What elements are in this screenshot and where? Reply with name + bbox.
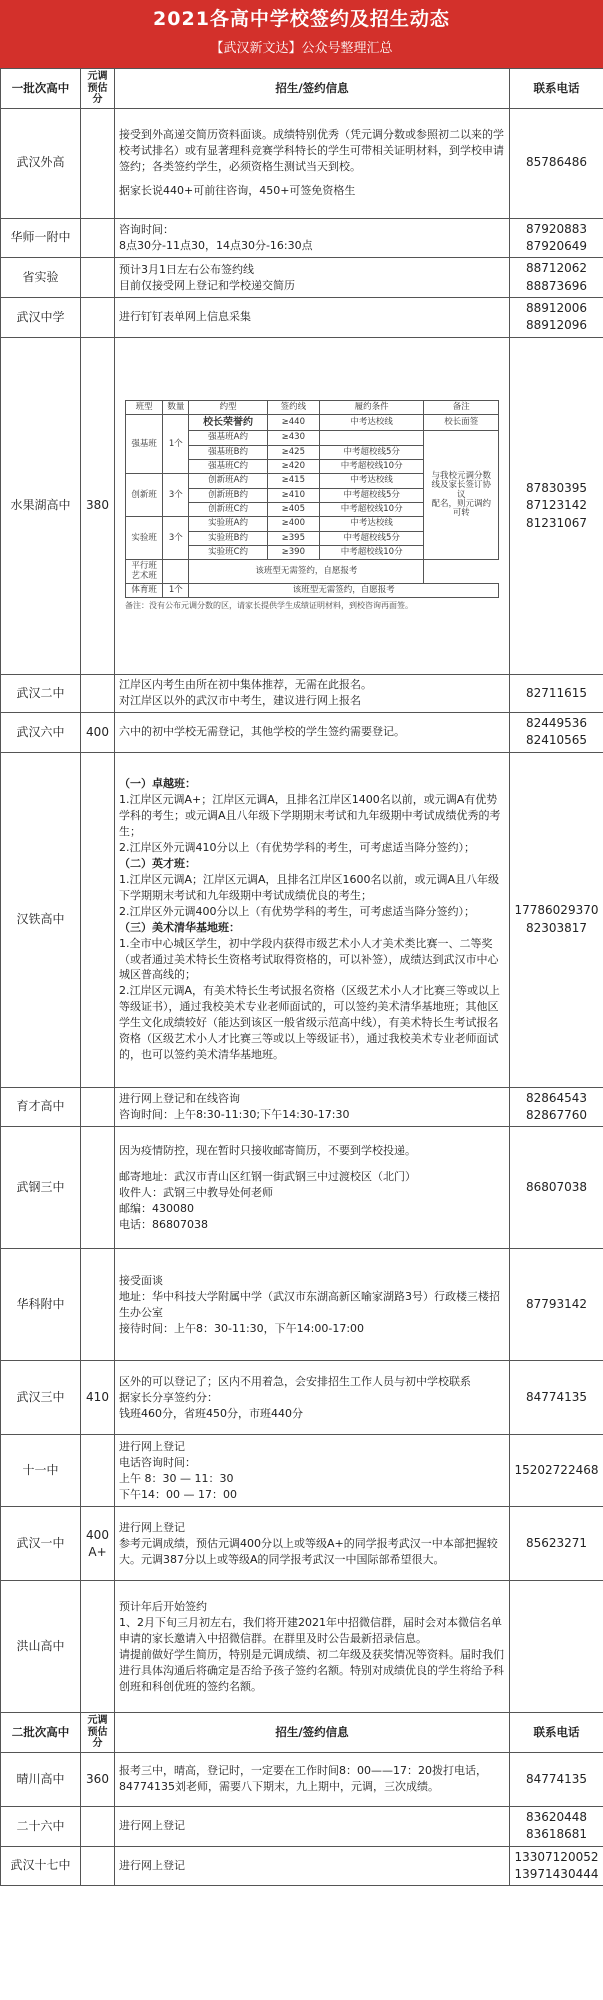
remark: 校长面签 xyxy=(424,415,499,431)
table-row xyxy=(1,218,603,258)
contract-type: 强基班B约 xyxy=(189,445,267,459)
fulfil-condition: 中考达校线 xyxy=(319,415,423,431)
contract-type: 强基班A约 xyxy=(189,431,267,445)
info-line: 接待时间：上午8：30-11:30，下午14:00-17:00 xyxy=(119,1321,365,1335)
info-line: 钱班460分，省班450分，市班440分 xyxy=(119,1406,303,1420)
info-line: 电话：86807038 xyxy=(119,1217,208,1231)
info-line: 预计3月1日左右公布签约线 xyxy=(119,262,254,276)
info-line: 进行钉钉表单网上信息采集 xyxy=(119,310,251,324)
table-row xyxy=(1,1127,603,1249)
table-row xyxy=(1,1752,603,1806)
info-line: 据家长分享签约分： xyxy=(119,1390,218,1404)
phone-cell xyxy=(510,674,603,712)
sign-line: ≥430 xyxy=(267,431,319,445)
table-row xyxy=(1,258,603,298)
col-phone: 联系电话 xyxy=(510,69,603,109)
phone-number[interactable]: 83618681 xyxy=(525,1827,588,1842)
class-count: 3个 xyxy=(163,474,189,517)
header-banner xyxy=(0,0,603,68)
info-line: 进行网上登记和在线咨询 xyxy=(119,1092,240,1106)
school-name: 武汉二中 xyxy=(1,674,81,712)
signing-header: 数量 xyxy=(163,400,189,414)
class-count: 1个 xyxy=(163,415,189,474)
signing-header: 签约线 xyxy=(267,400,319,414)
info-line: 六中的初中学校无需登记，其他学校的学生签约需要登记。 xyxy=(119,725,405,739)
phone-cell xyxy=(510,1806,603,1846)
contract-type: 实验班B约 xyxy=(189,531,267,545)
phone-number[interactable]: 84774135 xyxy=(525,1390,588,1405)
table-row xyxy=(1,1806,603,1846)
contract-type: 校长荣誉约 xyxy=(189,415,267,431)
table-row xyxy=(1,1361,603,1435)
quota-score xyxy=(81,752,115,1087)
contract-type: 创新班A约 xyxy=(189,474,267,488)
class-heading: （二）英才班： xyxy=(119,856,196,870)
info-line: 预计年后开始签约 xyxy=(119,1600,207,1614)
quota-score xyxy=(81,108,115,218)
signing-row xyxy=(126,560,499,584)
phone-number[interactable]: 82449536 xyxy=(525,715,588,730)
table-row xyxy=(1,1581,603,1713)
col-info: 招生/签约信息 xyxy=(115,69,510,109)
sign-line: ≥405 xyxy=(267,502,319,516)
info-cell xyxy=(115,258,510,298)
class-type: 创新班 xyxy=(126,474,163,517)
sign-line: ≥400 xyxy=(267,517,319,531)
school-name: 武汉六中 xyxy=(1,712,81,752)
signing-header-row xyxy=(126,400,499,414)
quota-score xyxy=(81,258,115,298)
info-cell xyxy=(115,218,510,258)
info-line: 请提前做好学生简历，特别是元调成绩、初二年级及获奖情况等资料。届时我们进行具体沟通后将确定是否给予孩子签约名额。特别对成绩优良的学生将给予科创班和科创优班的签约名额。 xyxy=(119,1647,504,1693)
info-line: 咨询时间： xyxy=(119,222,174,236)
signing-row xyxy=(126,583,499,597)
phone-number[interactable]: 88712062 xyxy=(525,261,588,276)
info-cell xyxy=(115,1846,510,1886)
quota-score xyxy=(81,298,115,338)
info-line: 电话咨询时间： xyxy=(119,1455,196,1469)
phone-number[interactable]: 81231067 xyxy=(525,515,588,530)
info-line: 下午14：00 — 17：00 xyxy=(119,1487,237,1501)
info-cell xyxy=(115,752,510,1087)
fulfil-condition: 中考超校线5分 xyxy=(319,531,423,545)
phone-number[interactable]: 84774135 xyxy=(525,1771,588,1786)
info-line: 1.全市中心城区学生，初中学段内获得市级艺术小人才美术类比赛一、二等奖（或者通过美术特长生资格考试取得资格的，可以补签），成绩达到武汉市中心城区普高线的； xyxy=(119,936,499,982)
contract-type: 实验班A约 xyxy=(189,517,267,531)
phone-number[interactable]: 15202722468 xyxy=(514,1463,599,1478)
quota-score: 410 xyxy=(81,1361,115,1435)
sign-line: ≥440 xyxy=(267,415,319,431)
table-row xyxy=(1,1249,603,1361)
quota-score: 400 xyxy=(81,712,115,752)
table-row xyxy=(1,108,603,218)
contract-type: 强基班C约 xyxy=(189,459,267,473)
phone-cell xyxy=(510,752,603,1087)
school-name: 晴川高中 xyxy=(1,1752,81,1806)
quota-score xyxy=(81,1435,115,1507)
quota-score xyxy=(81,1249,115,1361)
phone-number[interactable]: 82303817 xyxy=(525,920,588,935)
quota-score: 360 xyxy=(81,1752,115,1806)
table-row xyxy=(1,752,603,1087)
phone-cell xyxy=(510,1249,603,1361)
phone-cell xyxy=(510,298,603,338)
remark-line: 配名，则元调约可转 xyxy=(431,498,491,519)
sign-line: ≥410 xyxy=(267,488,319,502)
quota-score xyxy=(81,1127,115,1249)
info-cell xyxy=(115,1806,510,1846)
info-line: 进行网上登记 xyxy=(119,1859,185,1873)
phone-number[interactable]: 17786029370 xyxy=(514,903,599,918)
phone-number[interactable]: 82867760 xyxy=(525,1108,588,1123)
phone-cell xyxy=(510,218,603,258)
admissions-table xyxy=(0,68,603,1886)
table-row xyxy=(1,1087,603,1127)
col-quota: 元调预估分 xyxy=(81,69,115,109)
info-line: 2.江岸区外元调400分以上（有优势学科的考生，可考虑适当降分签约）； xyxy=(119,904,475,918)
sign-line: ≥390 xyxy=(267,545,319,559)
school-name: 汉铁高中 xyxy=(1,752,81,1087)
phone-cell xyxy=(510,1435,603,1507)
info-cell xyxy=(115,1361,510,1435)
quota-score xyxy=(81,674,115,712)
school-name: 武汉中学 xyxy=(1,298,81,338)
phone-number[interactable]: 88912006 xyxy=(525,301,588,316)
remark-line: 与我校元调分数线及家长签订协议 xyxy=(431,470,491,500)
contract-type: 实验班C约 xyxy=(189,545,267,559)
phone-number[interactable]: 85623271 xyxy=(525,1536,588,1551)
phone-number[interactable]: 87920883 xyxy=(525,221,588,236)
info-cell xyxy=(115,1507,510,1581)
quota-score: 380 xyxy=(81,337,115,674)
info-cell xyxy=(115,1435,510,1507)
phone-cell xyxy=(510,258,603,298)
info-line: 邮寄地址：武汉市青山区红钢一街武钢三中过渡校区（北门） xyxy=(119,1170,416,1183)
sign-line: ≥420 xyxy=(267,459,319,473)
info-line: 1.江岸区元调A；江岸区元调A，且排名江岸区1600名以前，或元调A且八年级下学期期末考试和九年级期中考试成绩优良的考生； xyxy=(119,872,500,902)
col-school: 一批次高中 xyxy=(1,69,81,109)
phone-cell xyxy=(510,1361,603,1435)
phone-number[interactable]: 13971430444 xyxy=(514,1867,599,1882)
info-line: 8点30分-11点30，14点30分-16:30点 xyxy=(119,238,313,252)
fulfil-condition: 中考超校线5分 xyxy=(319,445,423,459)
phone-cell xyxy=(510,1087,603,1127)
info-cell xyxy=(115,1087,510,1127)
info-line: 收件人：武钢三中教导处何老师 xyxy=(119,1185,273,1199)
sign-line: ≥395 xyxy=(267,531,319,545)
info-line: 2.江岸区元调A，有美术特长生考试报名资格（区级艺术小人才比赛三等或以上等级证书），通过我校美术专业老师面试的，可以签约美术清华基地班；其他区学生文化成绩较好（能达到该区一般省级示范高中线），有美术特长生考试报名资格（区级艺术小人才比赛三等或以上等级证书），通过我校美术专业老师面试的，也可以签约美术清华基地班。 xyxy=(119,984,501,1062)
phone-number[interactable]: 82864543 xyxy=(525,1090,588,1105)
info-cell xyxy=(115,1249,510,1361)
phone-number[interactable]: 82711615 xyxy=(525,685,588,700)
signing-line-table xyxy=(125,400,499,598)
info-cell xyxy=(115,298,510,338)
school-name: 省实验 xyxy=(1,258,81,298)
info-cell xyxy=(115,712,510,752)
phone-cell xyxy=(510,108,603,218)
fulfil-condition: 中考超校线10分 xyxy=(319,545,423,559)
col-phone: 联系电话 xyxy=(510,1713,603,1753)
info-line: 地址：华中科技大学附属中学（武汉市东湖高新区喻家湖路3号）行政楼三楼招生办公室 xyxy=(119,1289,500,1319)
signing-row xyxy=(126,415,499,431)
school-name: 二十六中 xyxy=(1,1806,81,1846)
phone-cell xyxy=(510,1127,603,1249)
class-type: 体育班 xyxy=(126,583,163,597)
fulfil-condition: 中考超校线10分 xyxy=(319,459,423,473)
phone-number[interactable]: 83620448 xyxy=(525,1809,588,1824)
table-row xyxy=(1,1507,603,1581)
fulfil-condition: 中考超校线10分 xyxy=(319,502,423,516)
phone-cell xyxy=(510,1752,603,1806)
info-line: 邮编：430080 xyxy=(119,1201,194,1215)
signing-header: 备注 xyxy=(424,400,499,414)
phone-cell xyxy=(510,1846,603,1886)
info-line: 接受到外高递交简历资料面谈。成绩特别优秀（凭元调分数或参照初二以来的学校考试排名）或有显著理科竞赛学科特长的学生可带相关证明材料，到学校申请签约；各类签约学生，必须资格生测试当天到校。 xyxy=(119,128,504,173)
quota-score xyxy=(81,1581,115,1713)
table-row xyxy=(1,298,603,338)
phone-number[interactable]: 86807038 xyxy=(525,1180,588,1195)
info-cell xyxy=(115,108,510,218)
contract-type: 创新班C约 xyxy=(189,502,267,516)
info-line: 进行网上登记 xyxy=(119,1440,185,1454)
info-line: 进行网上登记 xyxy=(119,1521,185,1534)
school-name: 华科附中 xyxy=(1,1249,81,1361)
class-count xyxy=(163,560,189,584)
info-line: 1、2月下旬三月初左右，我们将开建2021年中招微信群，届时会对本微信名单申请的家长邀请入中招微信群。在群里及时公告最新招录信息。 xyxy=(119,1616,502,1645)
fulfil-condition: 该班型无需签约，自愿报考 xyxy=(189,560,424,584)
info-line: 1.江岸区元调A+；江岸区元调A，且排名江岸区1400名以前，或元调A有优势学科的考生；或元调A且八年级下学期期末考试和九年级期中考试成绩优秀的考生； xyxy=(119,793,501,838)
table-row xyxy=(1,712,603,752)
quota-score xyxy=(81,1087,115,1127)
school-name: 武钢三中 xyxy=(1,1127,81,1249)
fulfil-condition: 该班型无需签约，自愿报考 xyxy=(189,583,499,597)
phone-number[interactable]: 88912096 xyxy=(525,318,588,333)
table-row xyxy=(1,337,603,674)
table-row xyxy=(1,1435,603,1507)
phone-cell xyxy=(510,1507,603,1581)
phone-cell xyxy=(510,1581,603,1713)
phone-number[interactable]: 85786486 xyxy=(525,155,588,170)
remark xyxy=(424,431,499,560)
sign-line: ≥415 xyxy=(267,474,319,488)
page-subtitle: 【武汉新文达】公众号整理汇总 xyxy=(210,40,393,56)
info-line: 进行网上登记 xyxy=(119,1819,185,1833)
school-name: 育才高中 xyxy=(1,1087,81,1127)
col-quota: 元调预估分 xyxy=(81,1713,115,1753)
info-line: 2.江岸区外元调410分以上（有优势学科的考生，可考虑适当降分签约）； xyxy=(119,840,475,854)
class-heading: （一）卓越班： xyxy=(119,777,196,791)
phone-cell xyxy=(510,337,603,674)
signing-header: 约型 xyxy=(189,400,267,414)
info-cell xyxy=(115,1752,510,1806)
info-cell xyxy=(115,1127,510,1249)
info-line: 目前仅接受网上登记和学校递交简历 xyxy=(119,278,295,292)
section2-header-row xyxy=(1,1713,603,1753)
table-row xyxy=(1,1846,603,1886)
info-cell xyxy=(115,1581,510,1713)
phone-cell xyxy=(510,712,603,752)
fulfil-condition xyxy=(319,431,423,445)
col-info: 招生/签约信息 xyxy=(115,1713,510,1753)
quota-score: 400 A+ xyxy=(81,1507,115,1581)
info-line: 对江岸区以外的武汉市中考生，建议进行网上报名 xyxy=(119,694,361,708)
school-name: 武汉三中 xyxy=(1,1361,81,1435)
info-line: 因为疫情防控，现在暂时只接收邮寄简历，不要到学校投递。 xyxy=(119,1144,416,1158)
phone-number[interactable]: 87830395 xyxy=(525,480,588,495)
sign-line: ≥425 xyxy=(267,445,319,459)
phone-number[interactable]: 82410565 xyxy=(525,733,588,748)
phone-number[interactable]: 87793142 xyxy=(525,1297,588,1312)
info-line: 上午 8：30 — 11：30 xyxy=(119,1471,234,1485)
info-line: 江岸区内考生由所在初中集体推荐，无需在此报名。 xyxy=(119,678,372,692)
school-name: 洪山高中 xyxy=(1,1581,81,1713)
info-line: 参考元调成绩，预估元调400分以上或等级A+的同学报考武汉一中本部把握较大。元调387分以上或等级A的同学报考武汉一中国际部希望很大。 xyxy=(119,1536,498,1566)
phone-number[interactable]: 87920649 xyxy=(525,238,588,253)
page-title: 2021各高中学校签约及招生动态 xyxy=(153,8,450,30)
school-name: 水果湖高中 xyxy=(1,337,81,674)
phone-number[interactable]: 13307120052 xyxy=(514,1849,599,1864)
quota-score xyxy=(81,218,115,258)
phone-number[interactable]: 87123142 xyxy=(525,498,588,513)
info-line: 咨询时间：上午8:30-11:30;下午14:30-17:30 xyxy=(119,1108,350,1122)
fulfil-condition: 中考超校线5分 xyxy=(319,488,423,502)
info-line: 接受面谈 xyxy=(119,1274,163,1288)
school-name: 武汉一中 xyxy=(1,1507,81,1581)
phone-number[interactable]: 88873696 xyxy=(525,278,588,293)
fulfil-condition: 中考达校线 xyxy=(319,474,423,488)
fulfil-condition: 中考达校线 xyxy=(319,517,423,531)
class-type: 实验班 xyxy=(126,517,163,560)
section1-header-row xyxy=(1,69,603,109)
contract-type: 创新班B约 xyxy=(189,488,267,502)
info-cell xyxy=(115,674,510,712)
class-count: 1个 xyxy=(163,583,189,597)
info-cell xyxy=(115,337,510,674)
signing-header: 履约条件 xyxy=(319,400,423,414)
school-name: 武汉十七中 xyxy=(1,1846,81,1886)
quota-score xyxy=(81,1846,115,1886)
school-name: 华师一附中 xyxy=(1,218,81,258)
signing-table-note: 备注：没有公布元调分数的区，请家长提供学生成绩证明材料，到校咨询再面签。 xyxy=(125,601,413,611)
class-count: 3个 xyxy=(163,517,189,560)
info-line: 区外的可以登记了；区内不用着急，会安排招生工作人员与初中学校联系 xyxy=(119,1375,471,1388)
class-type: 强基班 xyxy=(126,415,163,474)
school-name: 十一中 xyxy=(1,1435,81,1507)
class-heading: （三）美术清华基地班： xyxy=(119,920,240,934)
school-name: 武汉外高 xyxy=(1,108,81,218)
class-type: 平行班艺术班 xyxy=(126,560,163,584)
info-line: 据家长说440+可前往咨询，450+可签免资格生 xyxy=(119,183,356,197)
col-school: 二批次高中 xyxy=(1,1713,81,1753)
info-line: 报考三中，晴高，登记时，一定要在工作时间8：00——17：20拨打电话，84774135刘老师，需要八下期末，九上期中，元调，三次成绩。 xyxy=(119,1764,487,1794)
signing-header: 班型 xyxy=(126,400,163,414)
table-row xyxy=(1,674,603,712)
quota-score xyxy=(81,1806,115,1846)
